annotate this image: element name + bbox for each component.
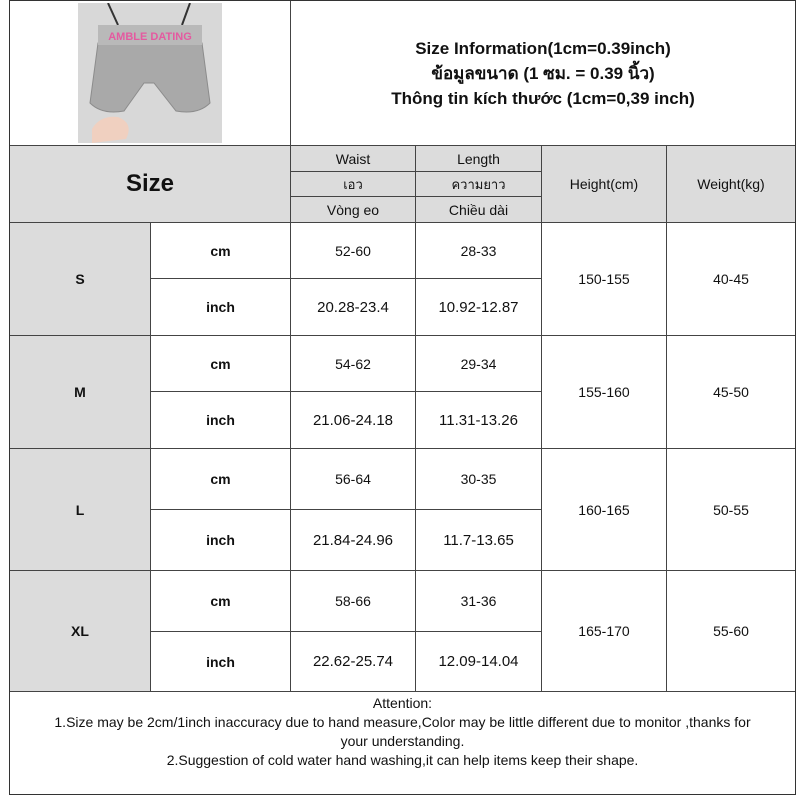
unit-cm: cm <box>151 336 291 392</box>
l-inch-waist: 21.84-24.96 <box>291 510 416 571</box>
product-photo <box>78 3 222 143</box>
l-cm-length: 30-35 <box>416 449 542 510</box>
attention-line-1: 1.Size may be 2cm/1inch inaccuracy due to hand measure,Color may be little different due to monitor ,thanks for <box>54 714 751 730</box>
length-header-en: Length <box>416 146 542 172</box>
m-inch-waist: 21.06-24.18 <box>291 392 416 449</box>
waistband-text: AMBLE DATING <box>108 31 192 43</box>
info-line-english: Size Information(1cm=0.39inch) <box>415 38 671 58</box>
attention-line-2: 2.Suggestion of cold water hand washing,it can help items keep their shape. <box>166 752 639 768</box>
m-cm-length: 29-34 <box>416 336 542 392</box>
s-height: 150-155 <box>542 223 667 336</box>
unit-inch: inch <box>151 279 291 336</box>
m-weight: 45-50 <box>667 336 795 449</box>
info-line-vietnamese: Thông tin kích thước (1cm=0,39 inch) <box>391 88 695 108</box>
unit-inch: inch <box>151 632 291 692</box>
waist-header-vi: Vòng eo <box>291 197 416 223</box>
m-height: 155-160 <box>542 336 667 449</box>
unit-inch: inch <box>151 392 291 449</box>
size-header: Size <box>10 146 291 223</box>
size-chart <box>9 0 796 795</box>
xl-cm-length: 31-36 <box>416 571 542 632</box>
size-label-l: L <box>10 449 151 571</box>
weight-header: Weight(kg) <box>667 146 795 223</box>
unit-cm: cm <box>151 449 291 510</box>
s-cm-waist: 52-60 <box>291 223 416 279</box>
s-cm-length: 28-33 <box>416 223 542 279</box>
attention-line-1b: your understanding. <box>340 733 465 749</box>
length-header-th: ความยาว <box>416 172 542 197</box>
l-weight: 50-55 <box>667 449 795 571</box>
l-cm-waist: 56-64 <box>291 449 416 510</box>
xl-cm-waist: 58-66 <box>291 571 416 632</box>
info-line-thai: ข้อมูลขนาด (1 ซม. = 0.39 นิ้ว) <box>431 63 655 83</box>
s-inch-length: 10.92-12.87 <box>416 279 542 336</box>
size-information-header <box>291 1 795 146</box>
waist-header-en: Waist <box>291 146 416 172</box>
product-photo-cell <box>10 1 291 146</box>
xl-inch-waist: 22.62-25.74 <box>291 632 416 692</box>
size-label-m: M <box>10 336 151 449</box>
size-label-xl: XL <box>10 571 151 692</box>
unit-cm: cm <box>151 571 291 632</box>
waist-header-th: เอว <box>291 172 416 197</box>
m-inch-length: 11.31-13.26 <box>416 392 542 449</box>
unit-inch: inch <box>151 510 291 571</box>
attention-note <box>10 692 795 794</box>
l-inch-length: 11.7-13.65 <box>416 510 542 571</box>
xl-inch-length: 12.09-14.04 <box>416 632 542 692</box>
length-header-vi: Chiều dài <box>416 197 542 223</box>
xl-weight: 55-60 <box>667 571 795 692</box>
unit-cm: cm <box>151 223 291 279</box>
s-weight: 40-45 <box>667 223 795 336</box>
s-inch-waist: 20.28-23.4 <box>291 279 416 336</box>
xl-height: 165-170 <box>542 571 667 692</box>
m-cm-waist: 54-62 <box>291 336 416 392</box>
attention-title: Attention: <box>372 695 433 711</box>
l-height: 160-165 <box>542 449 667 571</box>
size-label-s: S <box>10 223 151 336</box>
shorts-image <box>78 3 222 143</box>
height-header: Height(cm) <box>542 146 667 223</box>
